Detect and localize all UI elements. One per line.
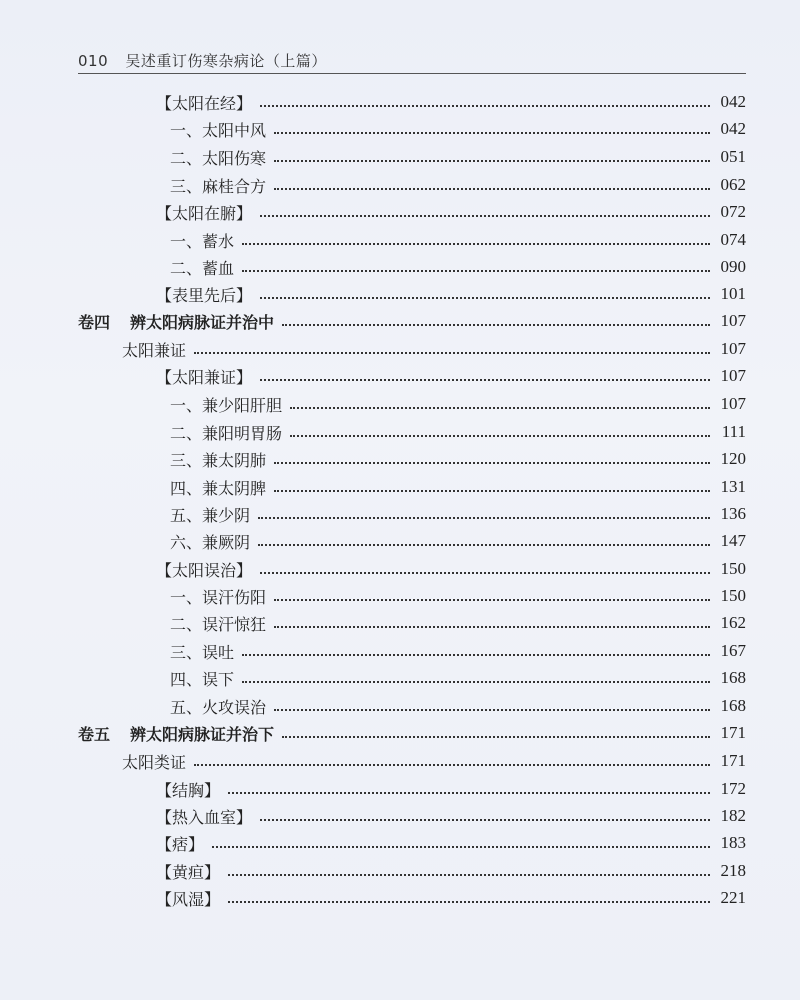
toc-entry-page: 042 bbox=[720, 119, 746, 138]
toc-entry-label: 五、兼少阴 bbox=[170, 505, 251, 525]
toc-entry[interactable] bbox=[170, 173, 746, 197]
toc-entry-page: 107 bbox=[720, 311, 746, 330]
toc-entry-page: 168 bbox=[720, 696, 746, 715]
toc-entry-label: 【结胸】 bbox=[156, 780, 221, 800]
toc-entry-page: 101 bbox=[720, 284, 746, 303]
toc-entry-page: 074 bbox=[720, 230, 746, 249]
toc-entry-label: 一、兼少阳肝胆 bbox=[170, 395, 283, 415]
dot-leader bbox=[290, 433, 710, 437]
toc-entry-label: 【太阳在腑】 bbox=[156, 203, 253, 223]
dot-leader bbox=[282, 734, 710, 738]
dot-leader bbox=[228, 899, 710, 903]
toc-volume-entry[interactable] bbox=[78, 721, 746, 745]
dot-leader bbox=[242, 652, 710, 656]
toc-entry-page: 120 bbox=[720, 449, 746, 468]
dot-leader bbox=[260, 377, 710, 381]
toc-entry[interactable] bbox=[170, 502, 746, 526]
dot-leader bbox=[242, 268, 710, 272]
toc-entry-page: 090 bbox=[720, 257, 746, 276]
dot-leader bbox=[228, 872, 710, 876]
toc-entry-page: 150 bbox=[720, 586, 746, 605]
toc-entry-page: 150 bbox=[720, 559, 746, 578]
header-page-number: 010 bbox=[78, 52, 109, 70]
toc-entry-page: 147 bbox=[720, 531, 746, 550]
toc-entry-label: 二、太阳伤寒 bbox=[170, 148, 267, 168]
toc-entry[interactable] bbox=[156, 364, 746, 388]
toc-entry[interactable] bbox=[170, 475, 746, 499]
toc-entry-label: 五、火攻误治 bbox=[170, 697, 267, 717]
toc-entry-page: 182 bbox=[720, 806, 746, 825]
dot-leader bbox=[258, 515, 710, 519]
toc-entry-page: 107 bbox=[720, 394, 746, 413]
dot-leader bbox=[228, 790, 710, 794]
toc-entry[interactable] bbox=[156, 90, 746, 114]
toc-entry-page: 167 bbox=[720, 641, 746, 660]
toc-entry-label: 二、蓄血 bbox=[170, 258, 235, 278]
dot-leader bbox=[274, 186, 710, 190]
dot-leader bbox=[260, 295, 710, 299]
toc-entry-page: 168 bbox=[720, 668, 746, 687]
dot-leader bbox=[260, 103, 710, 107]
dot-leader bbox=[194, 762, 710, 766]
toc-entry-page: 136 bbox=[720, 504, 746, 523]
toc-entry-label: 三、兼太阴肺 bbox=[170, 450, 267, 470]
toc-entry[interactable] bbox=[156, 282, 746, 306]
toc-entry-label: 一、蓄水 bbox=[170, 231, 235, 251]
toc-entry-page: 131 bbox=[720, 477, 746, 496]
toc-entry[interactable] bbox=[170, 420, 746, 444]
toc-entry-label: 二、兼阳明胃肠 bbox=[170, 423, 283, 443]
toc-entry-label: 三、麻桂合方 bbox=[170, 176, 267, 196]
toc-entry-page: 221 bbox=[720, 888, 746, 907]
toc-entry[interactable] bbox=[156, 557, 746, 581]
dot-leader bbox=[194, 350, 710, 354]
toc-entry-page: 072 bbox=[720, 202, 746, 221]
dot-leader bbox=[260, 570, 710, 574]
dot-leader bbox=[258, 542, 710, 546]
toc-entry[interactable] bbox=[170, 447, 746, 471]
dot-leader bbox=[274, 597, 710, 601]
toc-entry-label: 一、太阳中风 bbox=[170, 120, 267, 140]
toc-entry-page: 172 bbox=[720, 779, 746, 798]
toc-entry-label: 【痞】 bbox=[156, 834, 205, 854]
toc-entry[interactable] bbox=[156, 859, 746, 883]
toc-entry-label: 六、兼厥阴 bbox=[170, 532, 251, 552]
dot-leader bbox=[274, 460, 710, 464]
toc-entry-label: 【太阳兼证】 bbox=[156, 367, 253, 387]
toc-entry-page: 171 bbox=[720, 751, 746, 770]
toc-entry[interactable] bbox=[170, 694, 746, 718]
toc-entry-page: 111 bbox=[721, 422, 746, 441]
toc-entry[interactable] bbox=[170, 584, 746, 608]
dot-leader bbox=[212, 844, 710, 848]
dot-leader bbox=[274, 624, 710, 628]
toc-section-entry[interactable] bbox=[122, 749, 746, 773]
toc-entry[interactable] bbox=[170, 666, 746, 690]
toc-entry-label: 太阳兼证 bbox=[122, 340, 187, 360]
volume-title: 辨太阳病脉证并治下 bbox=[130, 724, 275, 744]
toc-entry-label: 三、误吐 bbox=[170, 642, 235, 662]
toc-volume-label bbox=[78, 722, 274, 745]
toc-entry-label: 【热入血室】 bbox=[156, 807, 253, 827]
toc-volume-entry[interactable] bbox=[78, 309, 746, 333]
dot-leader bbox=[274, 707, 710, 711]
toc-entry[interactable] bbox=[170, 639, 746, 663]
toc-entry-label: 【黄疸】 bbox=[156, 862, 221, 882]
volume-title: 辨太阳病脉证并治中 bbox=[130, 312, 275, 332]
dot-leader bbox=[260, 213, 710, 217]
dot-leader bbox=[274, 488, 710, 492]
toc-entry-label: 太阳类证 bbox=[122, 752, 187, 772]
toc-entry[interactable] bbox=[156, 804, 746, 828]
toc-entry-page: 171 bbox=[720, 723, 746, 742]
dot-leader bbox=[274, 130, 710, 134]
toc-entry[interactable] bbox=[156, 831, 746, 855]
toc-entry-label: 【太阳在经】 bbox=[156, 93, 253, 113]
toc-entry[interactable] bbox=[170, 145, 746, 169]
dot-leader bbox=[260, 817, 710, 821]
toc-entry-label: 四、误下 bbox=[170, 669, 235, 689]
header-book-title: 吴述重订伤寒杂病论（上篇） bbox=[125, 52, 327, 70]
dot-leader bbox=[242, 679, 710, 683]
dot-leader bbox=[282, 322, 710, 326]
toc-section-entry[interactable] bbox=[122, 337, 746, 361]
volume-number: 卷五 bbox=[78, 724, 111, 744]
toc-entry-page: 107 bbox=[720, 339, 746, 358]
toc-entry[interactable] bbox=[156, 200, 746, 224]
toc-entry[interactable] bbox=[170, 228, 746, 252]
dot-leader bbox=[242, 241, 710, 245]
toc-entry[interactable] bbox=[170, 117, 746, 141]
toc-volume-label bbox=[78, 310, 274, 333]
toc-entry-page: 218 bbox=[720, 861, 746, 880]
toc-entry-label: 【风湿】 bbox=[156, 889, 221, 909]
toc-entry-page: 062 bbox=[720, 175, 746, 194]
toc-entry-page: 107 bbox=[720, 366, 746, 385]
volume-number: 卷四 bbox=[78, 312, 111, 332]
toc-entry[interactable] bbox=[170, 611, 746, 635]
toc-entry-page: 051 bbox=[720, 147, 746, 166]
toc-entry[interactable] bbox=[170, 529, 746, 553]
toc-entry-label: 一、误汗伤阳 bbox=[170, 587, 267, 607]
dot-leader bbox=[274, 158, 710, 162]
toc-entry[interactable] bbox=[156, 886, 746, 910]
dot-leader bbox=[290, 405, 710, 409]
toc-entry[interactable] bbox=[170, 392, 746, 416]
toc-entry[interactable] bbox=[156, 777, 746, 801]
toc-entry[interactable] bbox=[170, 255, 746, 279]
toc-entry-page: 042 bbox=[720, 92, 746, 111]
toc-entry-page: 183 bbox=[720, 833, 746, 852]
toc-entry-label: 四、兼太阴脾 bbox=[170, 478, 267, 498]
toc-entry-label: 【太阳误治】 bbox=[156, 560, 253, 580]
toc-entry-label: 【表里先后】 bbox=[156, 285, 253, 305]
toc-entry-label: 二、误汗惊狂 bbox=[170, 614, 267, 634]
toc-entry-page: 162 bbox=[720, 613, 746, 632]
